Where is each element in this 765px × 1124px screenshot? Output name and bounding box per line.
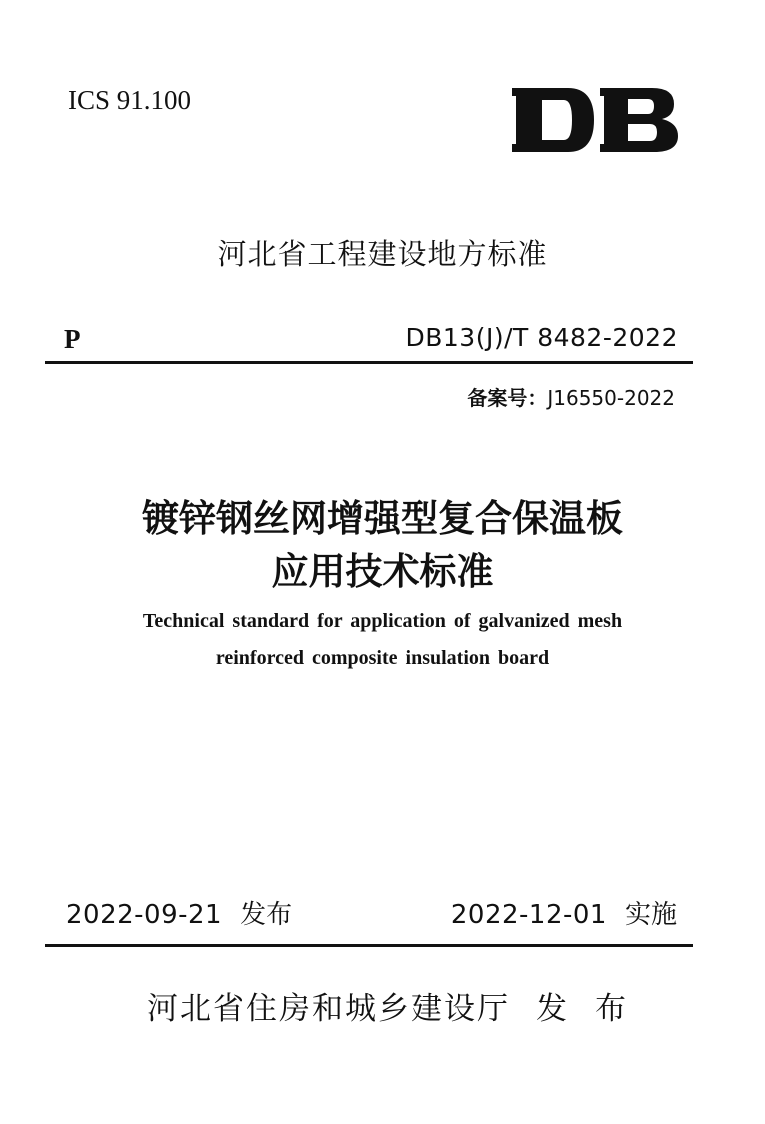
classification-code: P — [64, 324, 81, 354]
db-logo — [512, 86, 682, 154]
standard-category: 河北省工程建设地方标准 — [217, 237, 548, 271]
publisher — [0, 987, 765, 1031]
publisher-name: 河北省住房和城乡建设厅 — [147, 991, 510, 1027]
db-logo-graphic — [512, 86, 682, 154]
standard-number: DB13(J)/T 8482-2022 — [405, 323, 678, 352]
effective-date-group — [451, 897, 677, 933]
record-number — [467, 384, 675, 412]
effective-word: 实施 — [624, 900, 677, 930]
bottom-divider — [45, 944, 693, 947]
issue-word: 发布 — [240, 900, 293, 930]
issue-date-group — [66, 897, 292, 933]
record-label: 备案号： — [467, 386, 548, 410]
title-cn-line2: 应用技术标准 — [271, 549, 494, 593]
issue-date: 2022-09-21 — [66, 900, 223, 930]
publisher-word2: 布 — [595, 991, 628, 1027]
title-cn-line1: 镀锌钢丝网增强型复合保温板 — [142, 496, 623, 540]
record-value: J16550-2022 — [547, 386, 675, 410]
title-en-line1: Technical standard for application of galvanized mesh — [142, 610, 623, 632]
ics-code: ICS 91.100 — [68, 85, 192, 115]
publisher-word1: 发 — [536, 991, 569, 1027]
effective-date: 2022-12-01 — [450, 900, 607, 930]
title-en-line2: reinforced composite insulation board — [215, 647, 550, 669]
top-divider — [45, 361, 693, 364]
